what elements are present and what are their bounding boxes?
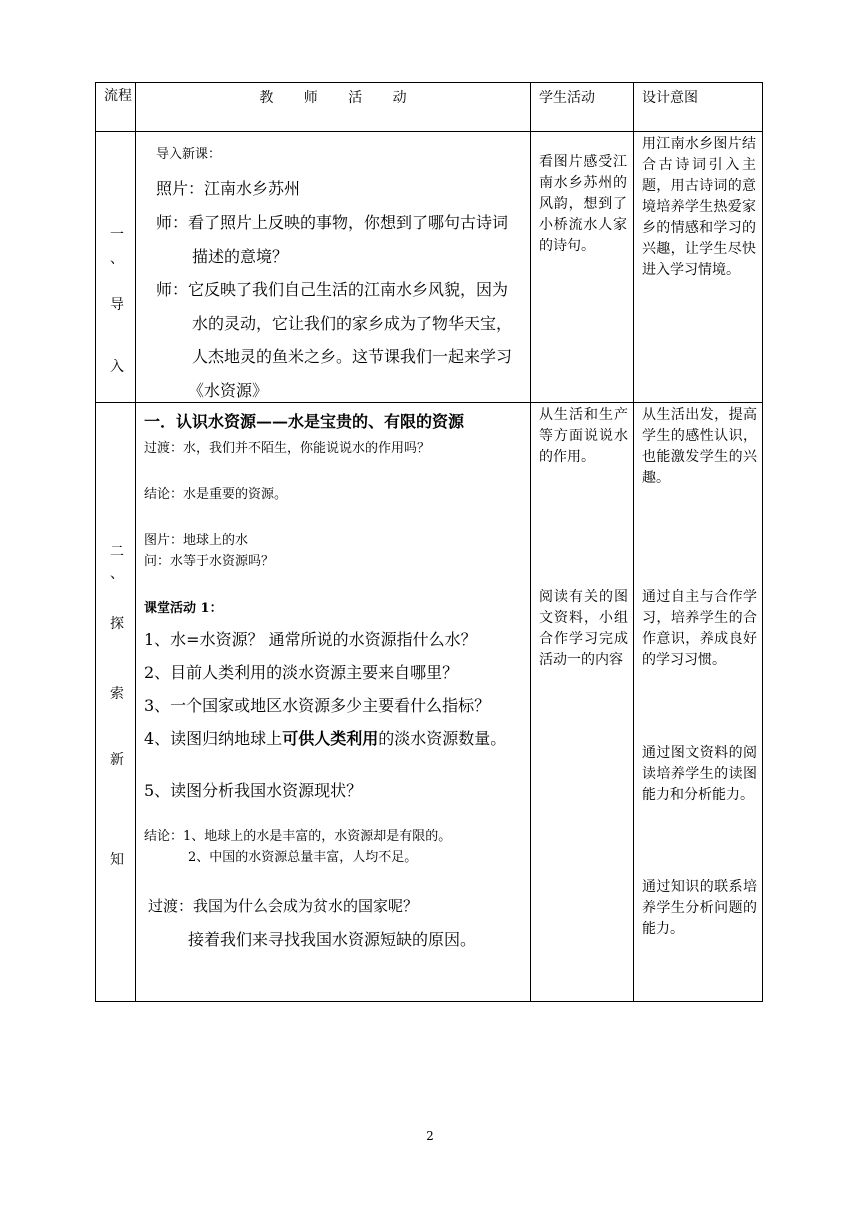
stage-char: 探 bbox=[110, 616, 124, 632]
stage-char: 、 bbox=[110, 566, 124, 582]
explore-line: 2、中国的水资源总量丰富，人均不足。 bbox=[188, 850, 418, 865]
explore-design-text-1: 从生活出发，提高学生的感性认识，也能激发学生的兴趣。 bbox=[642, 407, 757, 486]
header-design: 设计意图 bbox=[634, 83, 763, 132]
explore-line: 接着我们来寻找我国水资源短缺的原因。 bbox=[188, 930, 477, 949]
header-teacher: 教 师 活 动 bbox=[136, 83, 531, 132]
activity-question: 2、目前人类利用的淡水资源主要来自哪里？ bbox=[144, 663, 459, 682]
stage-char: 索 bbox=[110, 686, 124, 702]
explore-line: 问：水等于水资源吗？ bbox=[144, 554, 275, 569]
intro-line: 师：它反映了我们自己生活的江南水乡风貌，因为 bbox=[156, 280, 509, 299]
intro-line: 描述的意境？ bbox=[192, 247, 289, 266]
stage-intro-row bbox=[96, 132, 763, 403]
page-number: 2 bbox=[426, 1129, 434, 1143]
explore-design-text-3: 通过图文资料的阅读培养学生的读图能力和分析能力。 bbox=[642, 745, 757, 803]
explore-line: 结论：水是重要的资源。 bbox=[144, 487, 288, 502]
stage-explore-label bbox=[96, 403, 136, 1002]
explore-design-cell bbox=[634, 403, 763, 1002]
intro-line: 人杰地灵的鱼米之乡。这节课我们一起来学习 bbox=[192, 347, 513, 366]
header-row bbox=[96, 83, 763, 132]
explore-student-text-2: 阅读有关的图文资料，小组合作学习完成活动一的内容 bbox=[539, 589, 628, 668]
intro-line: 导入新课： bbox=[156, 147, 222, 162]
stage-char: 、 bbox=[110, 251, 124, 267]
q4-post: 的淡水资源数量。 bbox=[378, 729, 507, 748]
activity-title: 课堂活动 1： bbox=[144, 601, 223, 616]
intro-teacher-cell bbox=[136, 132, 531, 403]
stage-char: 一 bbox=[110, 227, 124, 243]
activity-question: 1、水=水资源？ 通常所说的水资源指什么水？ bbox=[144, 630, 477, 649]
intro-line: 照片：江南水乡苏州 bbox=[156, 179, 301, 198]
intro-student-text: 看图片感受江南水乡苏州的风韵，想到了小桥流水人家的诗句。 bbox=[539, 154, 627, 254]
stage-char: 入 bbox=[110, 359, 124, 375]
stage-char: 新 bbox=[110, 752, 124, 768]
header-student: 学生活动 bbox=[531, 83, 634, 132]
explore-design-text-4: 通过知识的联系培养学生分析问题的能力。 bbox=[642, 879, 757, 937]
intro-line: 《水资源》 bbox=[188, 381, 269, 400]
explore-student-text-1: 从生活和生产等方面说说水的作用。 bbox=[539, 407, 628, 465]
explore-line: 过渡：我国为什么会成为贫水的国家呢？ bbox=[148, 897, 419, 915]
lesson-plan-table bbox=[95, 82, 763, 1002]
q4-bold: 可供人类利用 bbox=[282, 729, 379, 748]
header-flow: 流程 bbox=[96, 83, 136, 132]
intro-line: 师：看了照片上反映的事物，你想到了哪句古诗词 bbox=[156, 213, 509, 232]
intro-design-text: 用江南水乡图片结合古诗词引入主题，用古诗词的意境培养学生热爱家乡的情感和学习的兴趣，让学生尽快进入学习情境。 bbox=[642, 136, 756, 278]
explore-line: 过渡：水，我们并不陌生，你能说说水的作用吗？ bbox=[144, 441, 431, 456]
activity-question bbox=[144, 726, 506, 749]
section-title: 一．认识水资源——水是宝贵的、有限的资源 bbox=[144, 412, 465, 431]
explore-design-text-2: 通过自主与合作学习，培养学生的合作意识，养成良好的学习习惯。 bbox=[642, 589, 757, 668]
intro-student-cell bbox=[531, 132, 634, 403]
intro-design-cell bbox=[634, 132, 763, 403]
q4-pre: 4、读图归纳地球上 bbox=[144, 729, 283, 748]
activity-question: 3、一个国家或地区水资源多少主要看什么指标？ bbox=[144, 696, 491, 715]
stage-explore-row bbox=[96, 403, 763, 1002]
explore-line: 图片：地球上的水 bbox=[144, 533, 249, 548]
activity-question: 5、读图分析我国水资源现状？ bbox=[144, 781, 363, 800]
stage-char: 知 bbox=[110, 852, 124, 868]
explore-teacher-cell bbox=[136, 403, 531, 1002]
explore-student-cell bbox=[531, 403, 634, 1002]
explore-line: 结论：1、地球上的水是丰富的，水资源却是有限的。 bbox=[144, 829, 452, 844]
intro-line: 水的灵动，它让我们的家乡成为了物华天宝， bbox=[192, 314, 513, 333]
stage-intro-label bbox=[96, 132, 136, 403]
stage-char: 导 bbox=[110, 297, 124, 313]
stage-char: 二 bbox=[110, 544, 124, 560]
